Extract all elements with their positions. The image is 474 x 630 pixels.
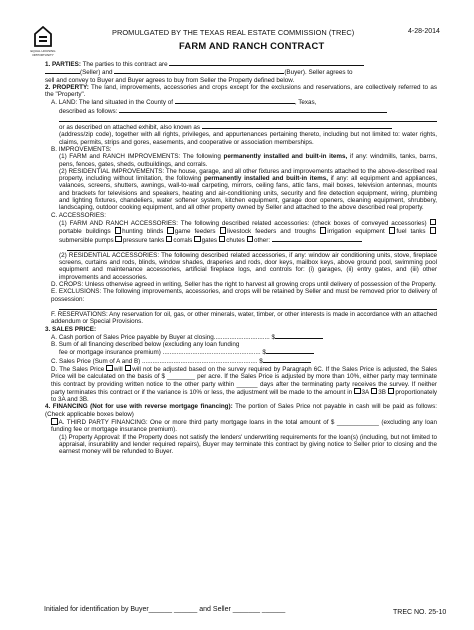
adjust-proportional-checkbox[interactable]: [388, 388, 395, 395]
game-feeders-checkbox[interactable]: [167, 227, 174, 234]
known-line: [45, 123, 437, 131]
sales-price-c: [45, 357, 437, 365]
submersible-pumps-checkbox[interactable]: [430, 227, 437, 234]
financing-sum-field[interactable]: [266, 348, 314, 354]
corrals-checkbox[interactable]: [166, 236, 173, 243]
financing-intro-text: The portion of Sales Price not payable in cash will be paid as follows: (Check applicable boxes below): [45, 403, 437, 418]
form-date: 4-28-2014: [408, 28, 440, 35]
adjust-3b-checkbox[interactable]: [371, 388, 378, 395]
residential-improvements-bold: permanently installed and built-in items,: [203, 175, 328, 183]
portable-buildings-label: portable buildings: [59, 228, 111, 236]
adjust-3a-checkbox[interactable]: [354, 388, 361, 395]
parties-line-3: sell and convey to Buyer and Buyer agrees to buy from Seller the Property defined below.: [45, 76, 295, 84]
sales-price-d-lead: D. The Sales Price: [51, 365, 105, 373]
adjust-3a-label: 3A: [361, 388, 369, 396]
seller-label: (Seller) and: [80, 69, 113, 77]
known-label: or as described on attached exhibit, also known as: [59, 124, 201, 132]
livestock-feeders-checkbox[interactable]: [220, 227, 227, 234]
land-text: The land situated in the County of: [78, 99, 174, 107]
sales-price-a: [45, 333, 437, 341]
accessories-label: C. ACCESSORIES:: [51, 211, 106, 219]
chutes-checkbox[interactable]: [219, 236, 226, 243]
texas-label: , Texas,: [294, 99, 317, 107]
sales-price-heading-text: 3. SALES PRICE:: [45, 325, 97, 333]
promulgated-line: PROMULGATED BY THE TEXAS REAL ESTATE COMMISSION (TREC): [112, 28, 355, 37]
parties-line-2: [45, 68, 437, 76]
third-party-financing: [45, 418, 437, 434]
parties-name-field[interactable]: [169, 60, 364, 66]
sales-price-a-text: A. Cash portion of Sales Price payable by Buyer at closing................................ $: [51, 333, 275, 341]
hunting-blinds-label: hunting blinds: [122, 228, 164, 236]
form-number: TREC NO. 25-10: [393, 609, 447, 616]
sales-price-b2: [45, 348, 437, 356]
description-field[interactable]: [119, 107, 387, 113]
buyer-label: (Buyer). Seller agrees to: [284, 69, 353, 77]
fuel-tanks-checkbox[interactable]: [389, 227, 396, 234]
improvements-label: B. IMPROVEMENTS:: [51, 145, 112, 153]
parties-line-1: [45, 60, 437, 68]
buyer-name-field[interactable]: [114, 68, 284, 74]
property-heading: 2. PROPERTY:: [45, 83, 89, 91]
financing-intro: [45, 403, 437, 418]
page-title: FARM AND RANCH CONTRACT: [179, 40, 325, 51]
sales-price-heading: [45, 326, 437, 333]
sales-price-field[interactable]: [263, 357, 311, 363]
farm-improvements-bold: permanently installed and built-in items,: [223, 153, 348, 161]
land-line: [45, 98, 437, 106]
will-checkbox[interactable]: [106, 365, 113, 372]
reservations-text: F. RESERVATIONS: Any reservation for oil, gas, or other minerals, water, timber, or other interests is made in accordance with an attached addendum or Special Provisions.: [51, 310, 437, 326]
other-accessories-field-2[interactable]: [67, 244, 437, 251]
description-field-2[interactable]: [59, 115, 437, 122]
initials-line: Initialed for identification by Buyer______ ______ and Seller _______ ______: [44, 606, 286, 613]
game-feeders-label: game feeders: [174, 228, 216, 236]
sales-price-b1: B. Sum of all financing described below (excluding any loan funding: [51, 341, 240, 349]
livestock-feeders-label: livestock feeders and troughs: [227, 228, 316, 236]
will-not-checkbox[interactable]: [125, 365, 132, 372]
land-rest: (address/zip code), together with all rights, privileges, and appurtenances pertaining thereto, including but not limited to: water rights, claims, permits, strips and gores, easements, and cooperative or association memberships.: [59, 131, 437, 146]
cash-portion-field[interactable]: [275, 333, 323, 339]
property-intro-text: The land, improvements, accessories and crops except for the exclusions and reservations, are collectively referred to as the "Property".: [45, 83, 437, 99]
county-field[interactable]: [175, 98, 295, 104]
logo-caption: EQUAL HOUSING OPPORTUNITY: [30, 49, 56, 57]
chutes-label: chutes: [226, 236, 245, 244]
contract-body: [45, 60, 437, 456]
irrigation-checkbox[interactable]: [320, 227, 327, 234]
property-intro: [45, 84, 437, 99]
property-approval: (1) Property Approval: If the Property does not satisfy the lenders' underwriting requirements for the loan(s) (including, but not limited to appraisal, insurability and lender required repairs), Buyer may terminate this contract by giving notice to Seller prior to closing and the earnest money will be refunded to Buyer.: [59, 433, 437, 456]
pressure-tanks-checkbox[interactable]: [115, 236, 122, 243]
farm-improvements-rest: if any: windmills, tanks, barns, pens, fences, gates, sheds, outbuildings, and corrals.: [59, 153, 438, 168]
will-label: will: [113, 365, 123, 373]
third-party-checkbox[interactable]: [51, 418, 58, 425]
crops-text: D. CROPS: Unless otherwise agreed in writing, Seller has the right to harvest all growing crops until delivery of possession of the Property.: [51, 281, 437, 289]
address-field[interactable]: [202, 123, 392, 129]
residential-improvements: [45, 168, 437, 212]
farm-accessories: [45, 219, 437, 244]
farm-improvements-lead: (1) FARM and RANCH IMPROVEMENTS: The following: [59, 153, 221, 161]
described-line: [45, 107, 437, 115]
farm-improvements: [45, 153, 437, 168]
sales-price-b2-text: fee or mortgage insurance premium) ........................................................ $: [59, 349, 266, 357]
fuel-tanks-label: fuel tanks: [396, 228, 426, 236]
financing-heading: 4. FINANCING (Not for use with reverse mortgage financing):: [45, 403, 233, 411]
sales-price-d-rest: If the Sales Price is adjusted, the Sales Price will be calculated on the basis of $ ________ per acre. If the Sales Price is adjusted by more than 10%, either party may terminate this contract by providing written notice to the other party within ______ days after the terminating party receives the survey. If neither party terminates this contract or if the variance is 10% or less, the adjustment will be made to the amount in: [51, 365, 437, 396]
equal-housing-icon: [34, 26, 52, 48]
corrals-label: corrals: [173, 236, 193, 244]
will-not-label: will not be adjusted based on the survey required by Paragraph 6C.: [132, 365, 324, 373]
portable-buildings-checkbox[interactable]: [430, 219, 437, 226]
exclusions-text: E. EXCLUSIONS: The following improvements, accessories, and crops will be retained by Seller and must be removed prior to delivery of possession:: [51, 288, 437, 303]
adjust-3b-label: 3B: [378, 388, 386, 396]
gates-checkbox[interactable]: [194, 236, 201, 243]
hunting-blinds-checkbox[interactable]: [115, 227, 122, 234]
residential-improvements-rest: if any: all equipment and appliances, valances, screens, shutters, awnings, wall-to-wall carpeting, mirrors, ceiling fans, attic fans, mail boxes, television antennas, mounts and brackets for televisions and speakers, heating and air-conditioning units, security and fire detection equipment, wiring, plumbing and lighting fixtures, chandeliers, water softener system, kitchen equipment, garage door openers, cleaning equipment, shrubbery, landscaping, outdoor cooking equipment, and all other property owned by Seller and attached to the above described real property.: [59, 175, 437, 212]
submersible-pumps-label: submersible pumps: [59, 236, 114, 244]
other-accessories-checkbox[interactable]: [247, 236, 254, 243]
adjust-proportional-label: proportionately to 3A and 3B.: [51, 388, 438, 404]
seller-name-field[interactable]: [45, 68, 80, 74]
other-accessories-label: other:: [254, 236, 271, 244]
described-label: described as follows:: [59, 107, 118, 115]
sales-price-c-text: C. Sales Price (Sum of A and B) .................................................................. $: [51, 357, 263, 365]
other-accessories-field[interactable]: [272, 236, 362, 242]
land-label: A. LAND:: [51, 99, 78, 107]
parties-text: The parties to this contract are: [82, 61, 168, 68]
third-party-text: A. THIRD PARTY FINANCING: One or more third party mortgage loans in the total amount of $ ____________ (excluding any loan funding fee or mortgage insurance premium).: [51, 419, 437, 434]
residential-improvements-lead: (2) RESIDENTIAL IMPROVEMENTS: The house, garage, and all other fixtures and improvements attached to the above-described real property, including without limitation, the following: [59, 167, 437, 183]
gates-label: gates: [201, 236, 217, 244]
exclusions-field[interactable]: [59, 303, 437, 310]
parties-heading: 1. PARTIES:: [45, 61, 81, 68]
irrigation-label: irrigation equipment: [327, 228, 385, 236]
residential-accessories: (2) RESIDENTIAL ACCESSORIES: The following described related accessories, if any: window air conditioning units, stove, fireplace screens, curtains and rods, blinds, window shades, draperies and rods, door keys, mailbox keys, above ground pool, swimming pool equipment and maintenance accessories, artificial fireplace logs, and controls for: (i) garages, (ii) entry gates, and (iii) other improvements and accessories.: [59, 251, 437, 281]
sales-price-d: [45, 365, 437, 403]
farm-accessories-lead: (1) FARM AND RANCH ACCESSORIES: The following described related accessories: (check boxes of conveyed accessories): [59, 219, 427, 227]
pressure-tanks-label: pressure tanks: [122, 236, 165, 244]
